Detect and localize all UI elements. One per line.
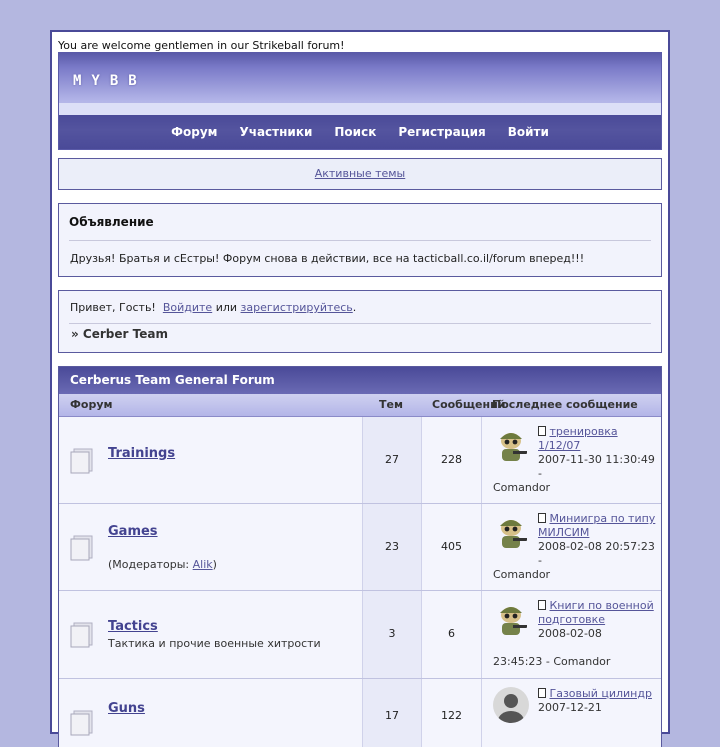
guest-box xyxy=(58,290,662,353)
forum-moderators xyxy=(108,558,217,571)
topic-count: 23 xyxy=(385,540,399,553)
last-post-date: 2008-02-08 20:57:23 - xyxy=(538,540,655,567)
register-link[interactable]: зарегистрируйтесь xyxy=(240,301,353,314)
guest-greeting-line xyxy=(70,301,356,314)
forum-info-cell xyxy=(59,417,363,503)
forum-header xyxy=(58,52,662,150)
page-icon xyxy=(538,426,546,436)
post-count: 6 xyxy=(448,627,455,640)
category-title[interactable]: Cerberus Team General Forum xyxy=(59,367,661,394)
last-post-date: 2008-02-08 xyxy=(538,627,602,640)
soldier-avatar[interactable] xyxy=(493,601,529,637)
posts-cell xyxy=(422,679,482,747)
last-post-info xyxy=(538,425,656,481)
forum-row xyxy=(59,417,661,504)
forum-title[interactable]: Trainings xyxy=(108,446,176,461)
page-container xyxy=(50,30,670,734)
last-post-cell xyxy=(482,591,661,678)
last-post-cell xyxy=(482,679,661,747)
page-icon xyxy=(538,600,546,610)
last-post-link[interactable]: тренировка 1/12/07 xyxy=(538,425,618,452)
main-nav xyxy=(59,115,661,149)
last-post-link[interactable]: Газовый цилиндр xyxy=(549,687,652,700)
col-forum: Форум xyxy=(70,398,113,411)
post-count: 122 xyxy=(441,709,462,722)
forum-row xyxy=(59,679,661,747)
posts-cell xyxy=(422,504,482,590)
nav-login[interactable]: Войти xyxy=(507,125,549,139)
forum-info-cell xyxy=(59,679,363,747)
breadcrumb[interactable]: » Cerber Team xyxy=(71,327,168,341)
last-post-link[interactable]: Книги по военной подготовке xyxy=(538,599,654,626)
divider xyxy=(69,240,651,241)
page-icon xyxy=(538,688,546,698)
col-topics: Тем xyxy=(379,398,403,411)
topics-cell xyxy=(363,417,422,503)
post-count: 405 xyxy=(441,540,462,553)
topic-count: 17 xyxy=(385,709,399,722)
posts-cell xyxy=(422,417,482,503)
last-post-cell xyxy=(482,504,661,590)
forum-read-icon xyxy=(69,446,95,474)
nav-search[interactable]: Поиск xyxy=(334,125,377,139)
forum-read-icon xyxy=(69,708,95,736)
welcome-message: You are welcome gentlemen in our Strikeball forum! xyxy=(58,39,345,52)
forum-logo[interactable]: MYBB xyxy=(73,73,147,89)
guest-or: или xyxy=(215,301,238,314)
forum-category xyxy=(58,366,662,747)
soldier-avatar[interactable] xyxy=(493,514,529,550)
last-post-date: 2007-11-30 11:30:49 - xyxy=(538,453,655,480)
forum-title[interactable]: Games xyxy=(108,524,158,539)
login-link[interactable]: Войдите xyxy=(162,301,213,314)
forum-info-cell xyxy=(59,591,363,678)
last-post-info xyxy=(538,512,656,568)
active-topics-bar xyxy=(58,158,662,190)
forum-read-icon xyxy=(69,620,95,648)
post-count: 228 xyxy=(441,453,462,466)
guest-period: . xyxy=(352,301,357,314)
divider xyxy=(69,323,651,324)
page-icon xyxy=(538,513,546,523)
topic-count: 3 xyxy=(388,627,396,640)
last-post-info xyxy=(538,687,656,715)
forum-description: Тактика и прочие военные хитрости xyxy=(108,637,321,650)
moderator-link[interactable]: Alik xyxy=(192,558,213,571)
topics-cell xyxy=(363,591,422,678)
announcement-box xyxy=(58,203,662,277)
announcement-title: Объявление xyxy=(69,215,154,229)
last-post-cell xyxy=(482,417,661,503)
forum-row xyxy=(59,591,661,679)
posts-cell xyxy=(422,591,482,678)
last-post-link[interactable]: Миниигра по типу МИЛСИМ xyxy=(538,512,656,539)
last-post-info xyxy=(538,599,656,641)
default-avatar[interactable] xyxy=(493,687,529,723)
last-post-author: Comandor xyxy=(493,481,551,494)
announcement-text: Друзья! Братья и сЕстры! Форум снова в действии, все на tacticball.co.il/forum вперед!!! xyxy=(70,252,585,265)
moderators-end: ) xyxy=(212,558,217,571)
forum-read-icon xyxy=(69,533,95,561)
header-strip xyxy=(59,103,661,115)
last-post-date: 2007-12-21 xyxy=(538,701,602,714)
forum-info-cell xyxy=(59,504,363,590)
moderators-label: (Модераторы: xyxy=(108,558,193,571)
topic-count: 27 xyxy=(385,453,399,466)
last-post-author: Comandor xyxy=(493,568,551,581)
col-last-post: Последнее сообщение xyxy=(492,398,638,411)
nav-register[interactable]: Регистрация xyxy=(398,125,486,139)
col-posts: Сообщений xyxy=(432,398,506,411)
forum-title[interactable]: Tactics xyxy=(108,619,158,634)
forum-title[interactable]: Guns xyxy=(108,701,145,716)
guest-greeting: Привет, Гость! xyxy=(70,301,156,314)
topics-cell xyxy=(363,679,422,747)
last-post-author: 23:45:23 - Comandor xyxy=(493,655,611,668)
nav-forum[interactable]: Форум xyxy=(171,125,218,139)
active-topics-link[interactable]: Активные темы xyxy=(314,167,406,180)
column-headers xyxy=(59,394,661,417)
nav-users[interactable]: Участники xyxy=(239,125,313,139)
soldier-avatar[interactable] xyxy=(493,427,529,463)
forum-row xyxy=(59,504,661,591)
topics-cell xyxy=(363,504,422,590)
